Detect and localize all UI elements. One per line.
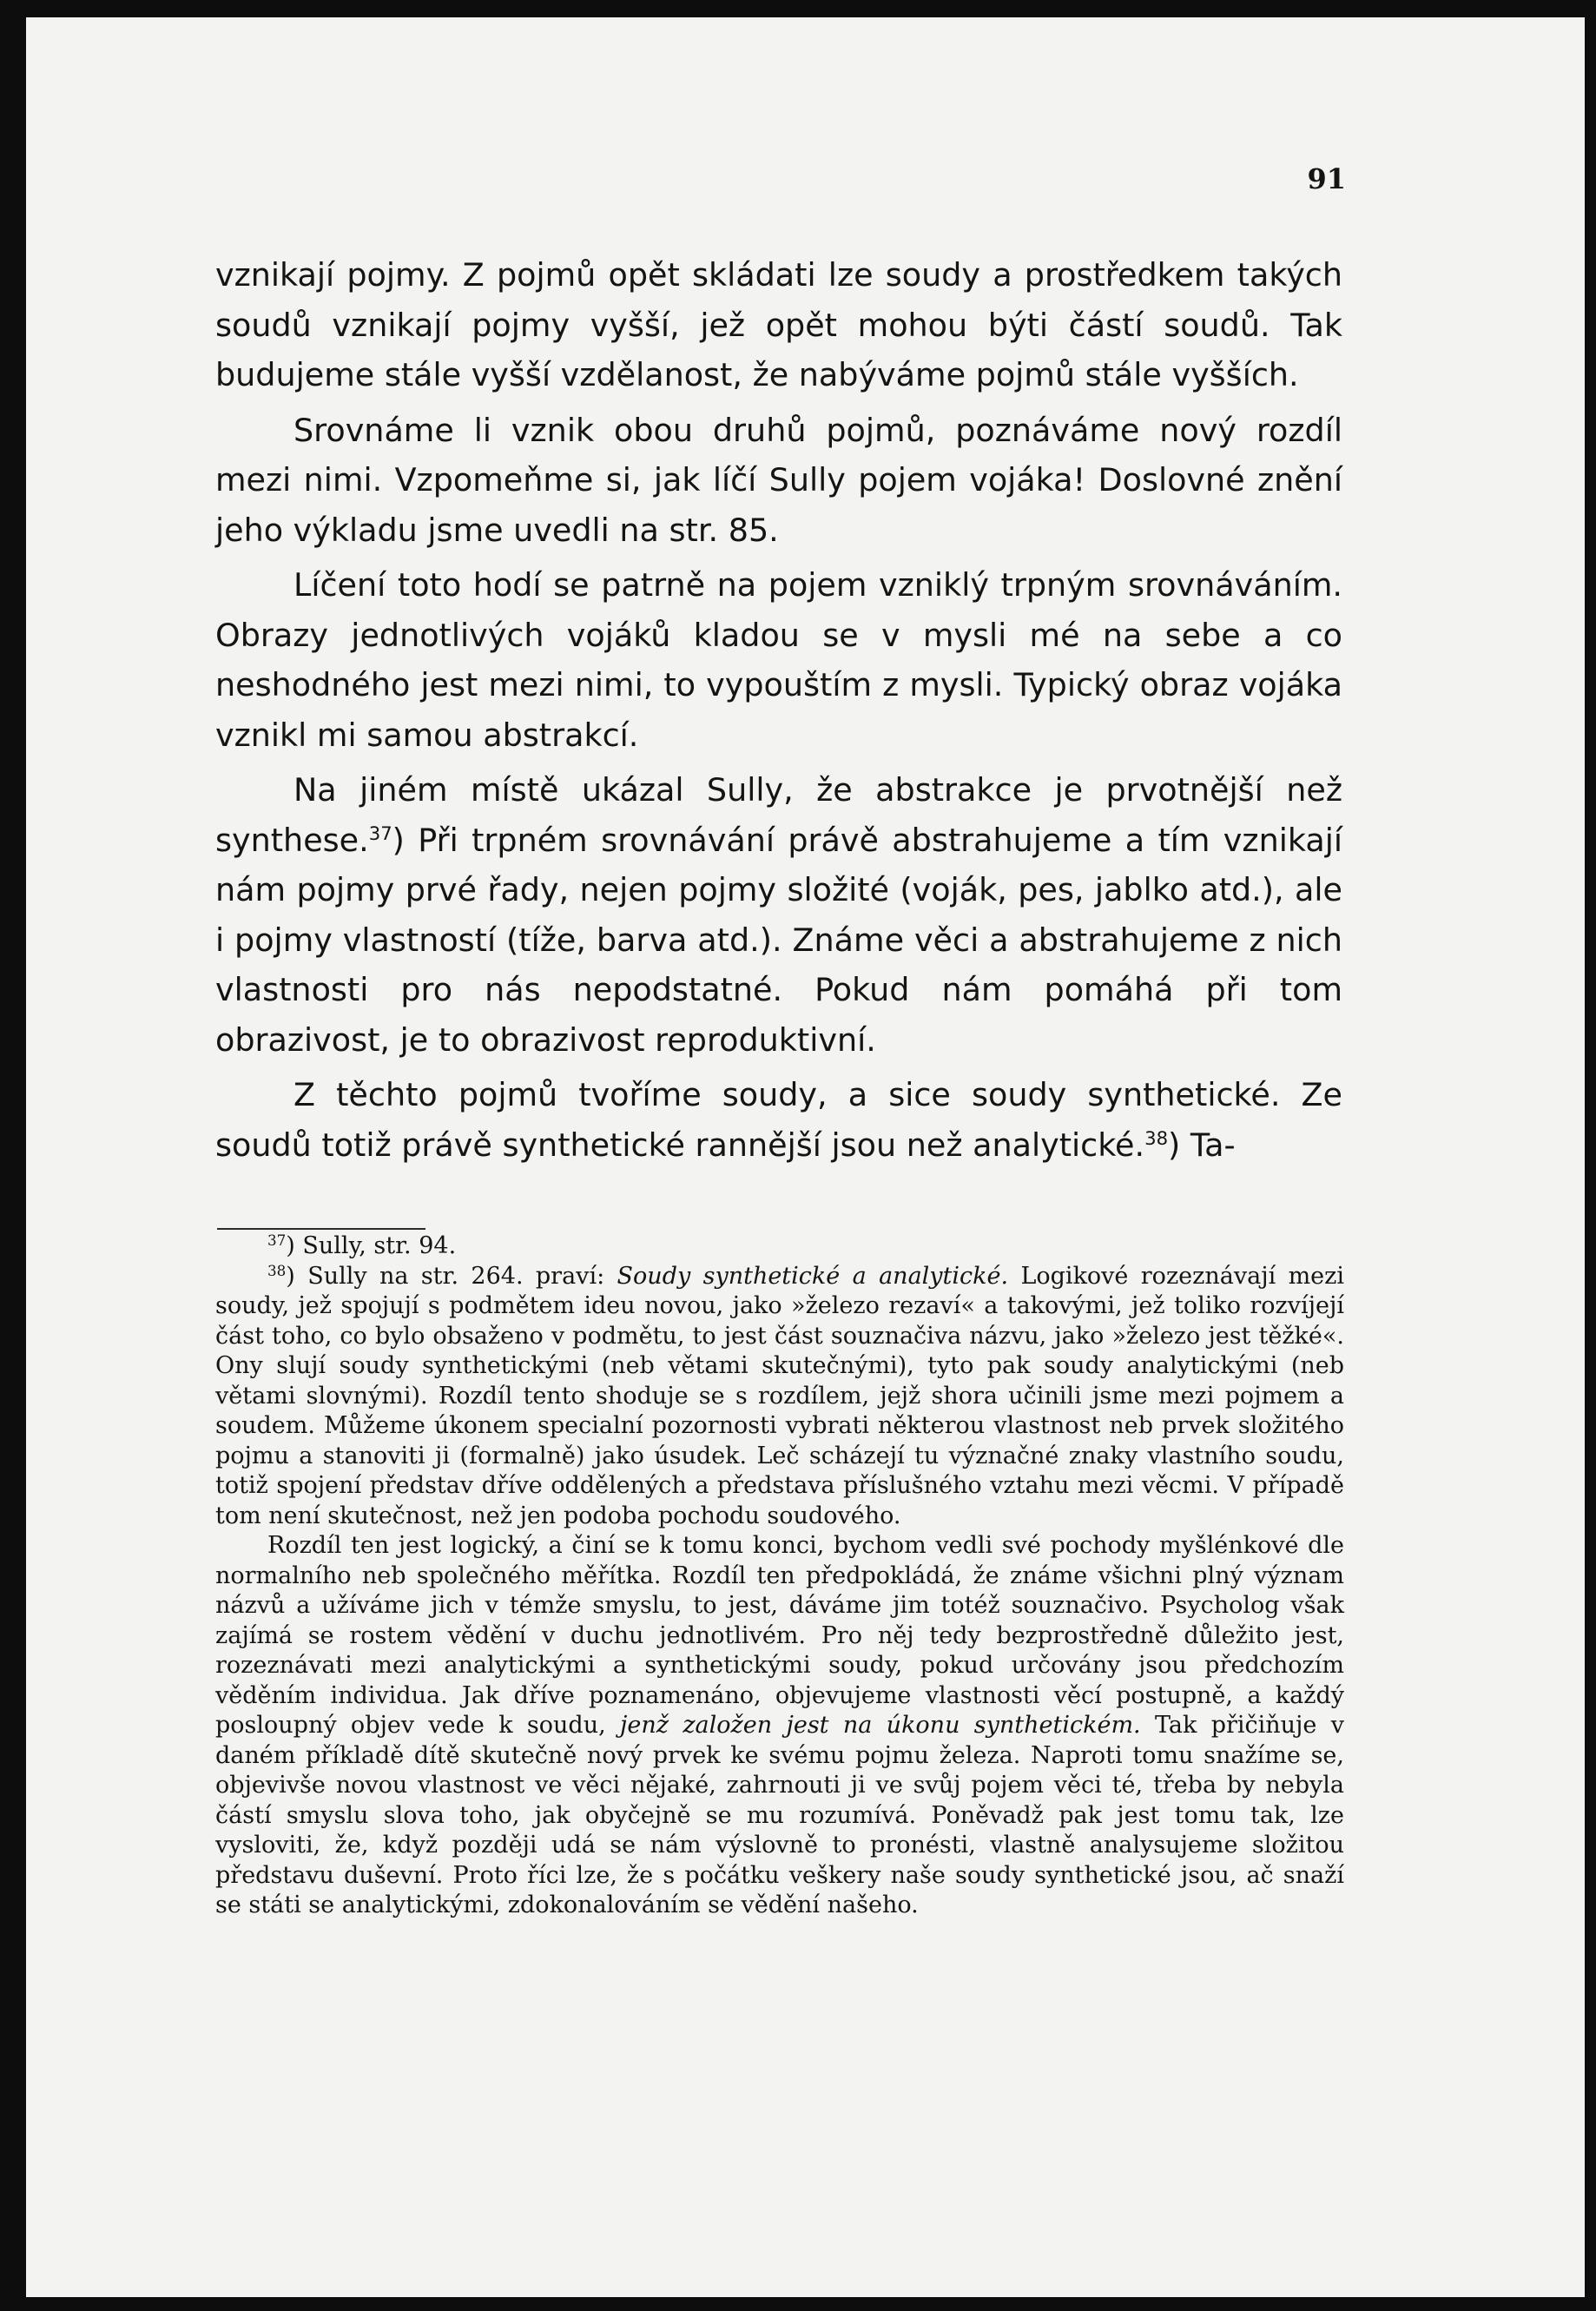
footnote-38-title: Soudy synthetické a analytické. xyxy=(617,1262,1009,1290)
paragraph-5-text-b: ) Ta- xyxy=(1168,1126,1236,1164)
footnote-38-continuation-a: Rozdíl ten jest logický, a činí se k tomu konci, bychom vedli své pochody myšlénkové dle normalního neb společného měřítka. Rozdíl ten předpokládá, že známe všichni plný význam názvů a užíváme jich v témže smyslu, to jest, dáváme jim totéž souznačivo. Psycholog však zajímá se rostem vědění v duchu jednotlivém. Pro něj tedy bezprostředně důležito jest, rozeznávati mezi analytickými a synthetickými soudy, pokud určovány jsou předchozím věděním individua. Jak dříve poznamenáno, objevujeme vlastnosti věcí postupně, a každý posloupný objev vede k soudu, xyxy=(215,1532,1344,1739)
footnote-38-continuation xyxy=(215,1531,1344,1921)
footnote-38-continuation-b: Tak přičiňuje v daném příkladě dítě skutečně nový prvek ke svému pojmu železa. Naproti tomu snažíme se, objevivše novou vlastnost ve věci nějaké, zahrnouti ji ve svůj pojem věci té, třeba by nebyla částí smyslu slova toho, jak obyčejně se mu rozumívá. Poněvadž pak jest tomu tak, lze vysloviti, že, když později udá se nám výslovně to pronésti, vlastně analysujeme složitou představu duševní. Proto říci lze, že s počátku veškery naše soudy synthetické jsou, ač snaží se státi se analytickými, zdokonalováním se vědění našeho. xyxy=(215,1712,1344,1918)
paragraph-4 xyxy=(215,765,1342,1065)
paragraph-2: Srovnáme li vznik obou druhů pojmů, poznáváme nový rozdíl mezi nimi. Vzpomeňme si, jak líčí Sully pojem vojáka! Doslovné znění jeho výkladu jsme uvedli na str. 85. xyxy=(215,411,1342,549)
footnotes xyxy=(215,1231,1344,1921)
footnote-37-mark: 37 xyxy=(267,1231,287,1249)
footnote-38 xyxy=(215,1262,1344,1532)
paragraph-5-text-a: Z těchto pojmů tvoříme soudy, a sice soudy synthetické. Ze soudů totiž právě synthetické rannější jsou než analytické. xyxy=(215,1076,1342,1164)
footnote-38-mark: 38 xyxy=(267,1261,287,1279)
page-sheet xyxy=(26,17,1585,2297)
footnote-ref-37: 37 xyxy=(368,822,392,844)
paragraph-4-text-a: Na jiném místě ukázal Sully, že abstrakce je prvotnější než synthese. xyxy=(215,771,1342,859)
paragraph-5 xyxy=(215,1070,1342,1170)
main-text xyxy=(215,250,1342,1170)
footnote-37 xyxy=(215,1231,1344,1262)
paragraph-4-text-b: ) Při trpném srovnávání právě abstrahujeme a tím vznikají nám pojmy prvé řady, nejen pojmy složité (voják, pes, jablko atd.), ale i pojmy vlastností (tíže, barva atd.). Známe věci a abstrahujeme z nich vlastnosti pro nás nepodstatné. Pokud nám pomáhá při tom obrazivost, je to obrazivost reproduktivní. xyxy=(215,821,1342,1059)
paragraph-3: Líčení toto hodí se patrně na pojem vzniklý trpným srovnáváním. Obrazy jednotlivých vojáků kladou se v mysli mé na sebe a co neshodného jest mezi nimi, to vypouštím z mysli. Typický obraz vojáka vznikl mi samou abstrakcí. xyxy=(215,566,1342,754)
footnote-37-text: ) Sully, str. 94. xyxy=(286,1232,457,1259)
footnote-divider xyxy=(217,1228,425,1230)
footnote-38-body: Logikové rozeznávají mezi soudy, jež spojují s podmětem ideu novou, jako »železo rezaví« a takovými, jež toliko rozvíjejí část toho, co bylo obsaženo v podmětu, to jest část souznačiva názvu, jako »železo jest těžké«. Ony slují soudy synthetickými (neb větami skutečnými), tyto pak soudy analytickými (neb větami slovnými). Rozdíl tento shoduje se s rozdílem, jejž shora učinili jsme mezi pojmem a soudem. Můžeme úkonem specialní pozornosti vybrati některou vlastnost neb prvek složitého pojmu a stanoviti ji (formalně) jako úsudek. Leč scházejí tu význačné znaky vlastního soudu, totiž spojení představ dříve oddělených a představa příslušného vztahu mezi věcmi. V případě tom není skutečnost, než jen podoba pochodu soudového. xyxy=(215,1262,1345,1529)
footnote-ref-38: 38 xyxy=(1144,1126,1169,1149)
footnote-38-continuation-italic: jenž založen jest na úkonu synthetickém. xyxy=(620,1712,1141,1739)
footnote-38-lead: ) Sully na str. 264. praví: xyxy=(286,1262,617,1290)
paragraph-1: vznikají pojmy. Z pojmů opět skládati lze soudy a prostředkem takých soudů vznikají pojmy vyšší, jež opět mohou býti částí soudů. Tak budujeme stále vyšší vzdělanost, že nabýváme pojmů stále vyšších. xyxy=(215,256,1342,393)
page-number: 91 xyxy=(1307,162,1346,195)
